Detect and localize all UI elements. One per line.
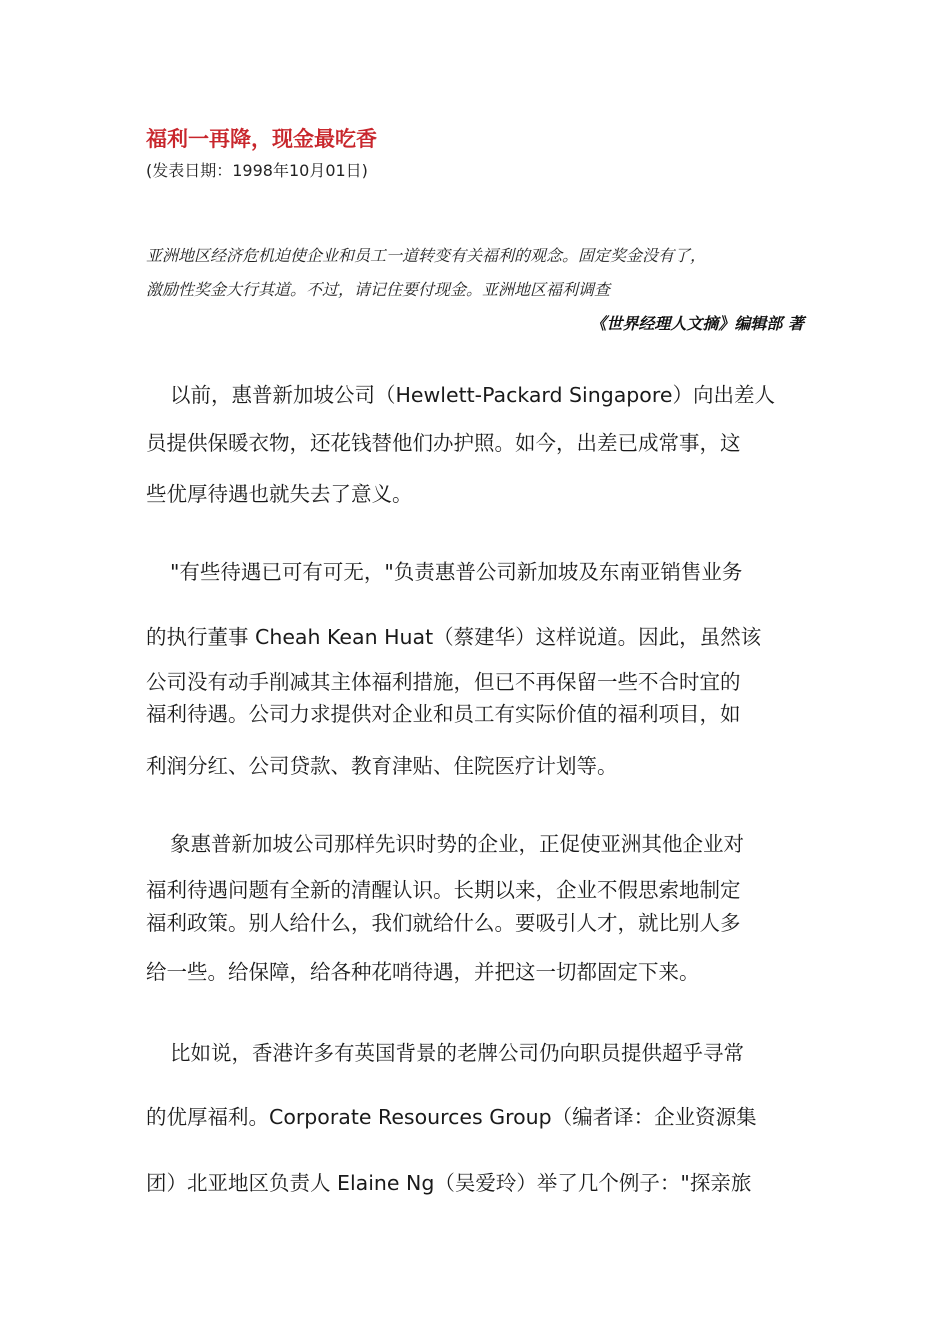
- body-line: 利润分红、公司贷款、教育津贴、住院医疗计划等。: [146, 754, 618, 778]
- body-line: 给一些。给保障，给各种花哨待遇，并把这一切都固定下来。: [146, 960, 700, 984]
- body-line: 比如说，香港许多有英国背景的老牌公司仍向职员提供超乎寻常: [170, 1041, 744, 1065]
- body-line: 公司没有动手削减其主体福利措施，但已不再保留一些不合时宜的: [146, 670, 741, 694]
- body-line: 福利政策。别人给什么，我们就给什么。要吸引人才，就比别人多: [146, 911, 741, 935]
- byline: 《世界经理人文摘》编辑部 著: [590, 314, 804, 333]
- body-line: 福利待遇。公司力求提供对企业和员工有实际价值的福利项目，如: [146, 702, 741, 726]
- body-line: 员提供保暖衣物，还花钱替他们办护照。如今，出差已成常事，这: [146, 431, 741, 455]
- body-line: 的优厚福利。Corporate Resources Group（编者译：企业资源集: [146, 1105, 757, 1129]
- body-line: 福利待遇问题有全新的清醒认识。长期以来，企业不假思索地制定: [146, 878, 741, 902]
- body-line: 些优厚待遇也就失去了意义。: [146, 482, 413, 506]
- article-title: 福利一再降，现金最吃香: [146, 127, 377, 151]
- lead-line-2: 激励性奖金大行其道。不过，请记住要付现金。亚洲地区福利调查: [146, 280, 611, 299]
- body-line: "有些待遇已可有可无，"负责惠普公司新加坡及东南亚销售业务: [170, 560, 743, 584]
- publish-date: (发表日期：1998年10月01日): [146, 161, 368, 180]
- body-line: 团）北亚地区负责人 Elaine Ng（吴爱玲）举了几个例子："探亲旅: [146, 1171, 752, 1195]
- body-line: 以前，惠普新加坡公司（Hewlett-Packard Singapore）向出差人: [170, 383, 775, 407]
- body-line: 象惠普新加坡公司那样先识时势的企业，正促使亚洲其他企业对: [170, 832, 744, 856]
- lead-line-1: 亚洲地区经济危机迫使企业和员工一道转变有关福利的观念。固定奖金没有了，: [146, 246, 707, 265]
- body-line: 的执行董事 Cheah Kean Huat（蔡建华）这样说道。因此，虽然该: [146, 625, 762, 649]
